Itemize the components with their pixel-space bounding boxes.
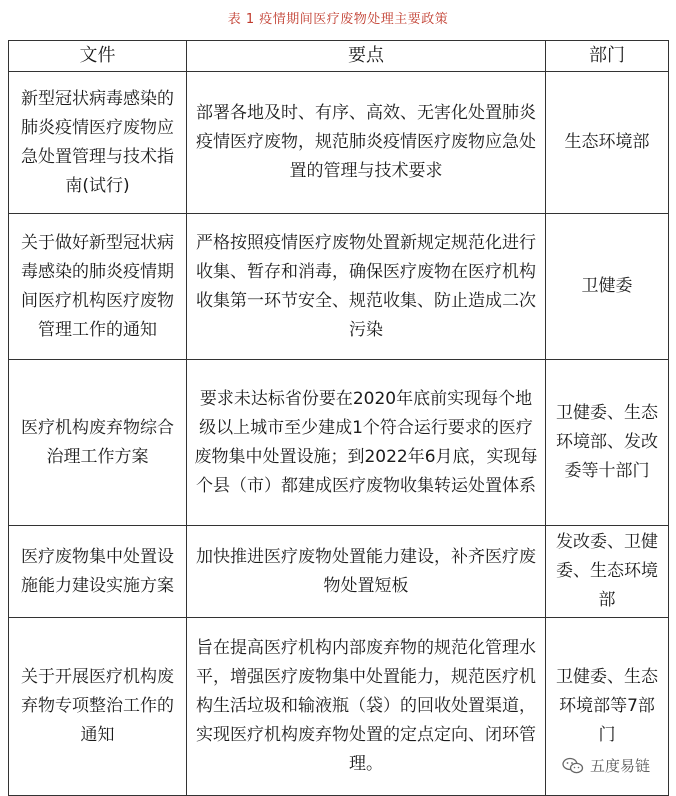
table-row [9,214,669,360]
watermark [558,753,654,778]
watermark-text: 五度易链 [589,757,650,775]
table-row [9,360,669,526]
cell-points: 加快推进医疗废物处置能力建设，补齐医疗废物处置短板 [187,526,546,618]
cell-points: 部署各地及时、有序、高效、无害化处置肺炎疫情医疗废物，规范肺炎疫情医疗废物应急处置的管理与技术要求 [187,72,546,214]
cell-points: 旨在提高医疗机构内部废弃物的规范化管理水平，增强医疗废物集中处置能力，规范医疗机构生活垃圾和输液瓶（袋）的回收处置渠道，实现医疗机构废弃物处置的定点定向、闭环管理。 [187,618,546,796]
table-caption: 表 1 疫情期间医疗废物处理主要政策 [227,12,449,27]
table-row [9,526,669,618]
cell-file: 新型冠状病毒感染的肺炎疫情医疗废物应急处置管理与技术指南(试行) [9,72,187,214]
cell-dept: 发改委、卫健委、生态环境部 [546,526,669,618]
cell-file: 关于做好新型冠状病毒感染的肺炎疫情期间医疗机构医疗废物管理工作的通知 [9,214,187,360]
header-points: 要点 [187,41,546,72]
cell-file: 关于开展医疗机构废弃物专项整治工作的通知 [9,618,187,796]
cell-dept: 卫健委、生态环境部等7部门 [546,618,669,796]
header-file: 文件 [9,41,187,72]
cell-dept: 卫健委 [546,214,669,360]
table-row [9,72,669,214]
cell-points: 要求未达标省份要在2020年底前实现每个地级以上城市至少建成1个符合运行要求的医疗废物集中处置设施；到2022年6月底，实现每个县（市）都建成医疗废物收集转运处置体系 [187,360,546,526]
cell-dept: 生态环境部 [546,72,669,214]
cell-file: 医疗废物集中处置设施能力建设实施方案 [9,526,187,618]
header-dept: 部门 [546,41,669,72]
cell-points: 严格按照疫情医疗废物处置新规定规范化进行收集、暂存和消毒，确保医疗废物在医疗机构收集第一环节安全、规范收集、防止造成二次污染 [187,214,546,360]
cell-dept: 卫健委、生态环境部、发改委等十部门 [546,360,669,526]
wechat-icon [562,757,584,775]
table-header-row [9,41,669,72]
cell-file: 医疗机构废弃物综合治理工作方案 [9,360,187,526]
policy-table [8,40,669,796]
